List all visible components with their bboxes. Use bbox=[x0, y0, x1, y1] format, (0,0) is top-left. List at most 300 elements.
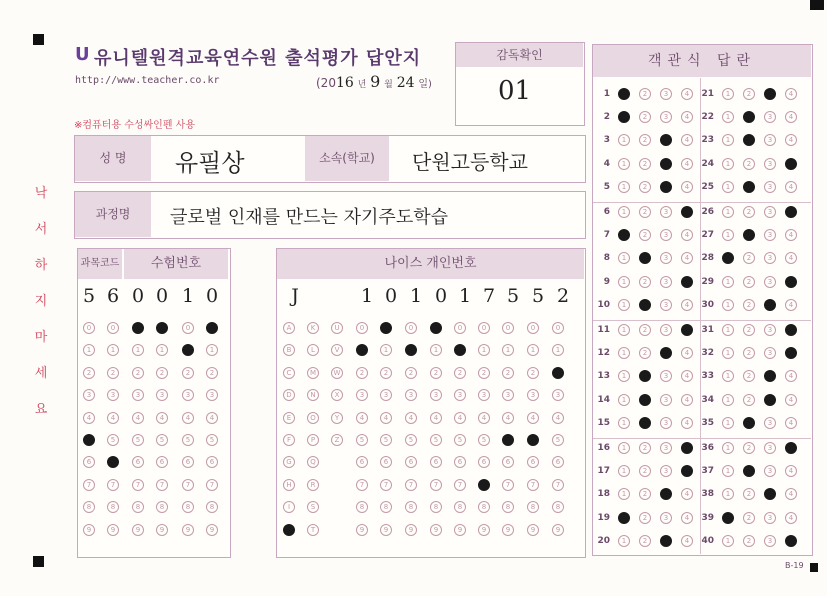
answer-bubble[interactable]: 2 bbox=[743, 394, 755, 406]
neis-digit-bubble[interactable]: 3 bbox=[552, 389, 564, 401]
exam-bubble[interactable]: 6 bbox=[156, 456, 168, 468]
answer-bubble[interactable]: 3 bbox=[660, 324, 672, 336]
answer-bubble[interactable]: 4 bbox=[681, 417, 693, 429]
answer-bubble[interactable]: 1 bbox=[722, 229, 734, 241]
neis-digit-bubble[interactable]: 9 bbox=[430, 524, 442, 536]
answer-bubble[interactable]: 1 bbox=[722, 370, 734, 382]
neis-digit-bubble[interactable]: 1 bbox=[430, 344, 442, 356]
exam-bubble[interactable]: 3 bbox=[83, 389, 95, 401]
neis-digit-bubble[interactable]: 3 bbox=[430, 389, 442, 401]
neis-digit-bubble[interactable] bbox=[552, 367, 564, 379]
answer-bubble[interactable] bbox=[785, 158, 797, 170]
neis-digit-bubble[interactable]: 1 bbox=[478, 344, 490, 356]
neis-digit-bubble[interactable]: 8 bbox=[552, 501, 564, 513]
neis-letter-bubble[interactable]: R bbox=[307, 479, 319, 491]
neis-digit-bubble[interactable]: 2 bbox=[527, 367, 539, 379]
exam-bubble[interactable]: 6 bbox=[182, 456, 194, 468]
neis-digit-bubble[interactable]: 0 bbox=[405, 322, 417, 334]
answer-bubble[interactable]: 3 bbox=[660, 88, 672, 100]
answer-bubble[interactable]: 3 bbox=[764, 276, 776, 288]
exam-bubble[interactable]: 4 bbox=[132, 412, 144, 424]
answer-bubble[interactable]: 4 bbox=[785, 370, 797, 382]
exam-bubble[interactable]: 7 bbox=[206, 479, 218, 491]
neis-digit-bubble[interactable] bbox=[380, 322, 392, 334]
answer-bubble[interactable]: 2 bbox=[743, 442, 755, 454]
answer-bubble[interactable] bbox=[618, 88, 630, 100]
exam-bubble[interactable]: 9 bbox=[156, 524, 168, 536]
answer-bubble[interactable]: 4 bbox=[785, 229, 797, 241]
neis-digit-bubble[interactable]: 4 bbox=[430, 412, 442, 424]
answer-bubble[interactable]: 2 bbox=[639, 206, 651, 218]
answer-bubble[interactable] bbox=[785, 535, 797, 547]
answer-bubble[interactable]: 4 bbox=[681, 88, 693, 100]
neis-digit-bubble[interactable]: 8 bbox=[380, 501, 392, 513]
neis-digit-bubble[interactable]: 7 bbox=[502, 479, 514, 491]
neis-digit-bubble[interactable]: 6 bbox=[478, 456, 490, 468]
answer-bubble[interactable]: 3 bbox=[764, 347, 776, 359]
exam-bubble[interactable]: 7 bbox=[83, 479, 95, 491]
answer-bubble[interactable]: 2 bbox=[639, 158, 651, 170]
answer-bubble[interactable]: 3 bbox=[660, 276, 672, 288]
exam-bubble[interactable]: 3 bbox=[132, 389, 144, 401]
answer-bubble[interactable]: 2 bbox=[743, 299, 755, 311]
neis-digit-bubble[interactable]: 1 bbox=[527, 344, 539, 356]
exam-bubble[interactable]: 2 bbox=[206, 367, 218, 379]
neis-digit-bubble[interactable] bbox=[478, 479, 490, 491]
answer-bubble[interactable]: 3 bbox=[764, 206, 776, 218]
answer-bubble[interactable]: 3 bbox=[764, 324, 776, 336]
neis-digit-bubble[interactable]: 6 bbox=[552, 456, 564, 468]
answer-bubble[interactable]: 3 bbox=[660, 252, 672, 264]
answer-bubble[interactable]: 1 bbox=[722, 134, 734, 146]
neis-letter-bubble[interactable]: V bbox=[331, 344, 343, 356]
neis-digit-bubble[interactable]: 8 bbox=[454, 501, 466, 513]
neis-digit-bubble[interactable]: 2 bbox=[356, 367, 368, 379]
course-field[interactable]: 글로벌 인재를 만드는 자기주도학습 bbox=[170, 207, 448, 228]
exam-bubble[interactable]: 7 bbox=[156, 479, 168, 491]
neis-digit-bubble[interactable]: 2 bbox=[430, 367, 442, 379]
neis-digit-bubble[interactable] bbox=[430, 322, 442, 334]
neis-digit-bubble[interactable]: 4 bbox=[552, 412, 564, 424]
exam-bubble[interactable]: 7 bbox=[182, 479, 194, 491]
neis-letter-bubble[interactable]: G bbox=[283, 456, 295, 468]
answer-bubble[interactable]: 4 bbox=[681, 394, 693, 406]
neis-letter-bubble[interactable]: O bbox=[307, 412, 319, 424]
answer-bubble[interactable]: 1 bbox=[722, 111, 734, 123]
answer-bubble[interactable]: 2 bbox=[639, 488, 651, 500]
exam-bubble[interactable]: 6 bbox=[206, 456, 218, 468]
exam-bubble[interactable]: 3 bbox=[206, 389, 218, 401]
neis-digit-bubble[interactable]: 3 bbox=[405, 389, 417, 401]
answer-bubble[interactable]: 4 bbox=[681, 299, 693, 311]
neis-digit-bubble[interactable]: 3 bbox=[502, 389, 514, 401]
answer-bubble[interactable] bbox=[660, 181, 672, 193]
exam-bubble[interactable]: 2 bbox=[107, 367, 119, 379]
answer-bubble[interactable] bbox=[785, 206, 797, 218]
neis-digit-bubble[interactable]: 8 bbox=[405, 501, 417, 513]
neis-letter-bubble[interactable]: Z bbox=[331, 434, 343, 446]
answer-bubble[interactable]: 1 bbox=[722, 488, 734, 500]
answer-bubble[interactable]: 3 bbox=[660, 229, 672, 241]
neis-digit-bubble[interactable]: 5 bbox=[356, 434, 368, 446]
answer-bubble[interactable]: 1 bbox=[618, 417, 630, 429]
neis-digit-bubble[interactable]: 1 bbox=[552, 344, 564, 356]
answer-bubble[interactable] bbox=[681, 442, 693, 454]
answer-bubble[interactable]: 1 bbox=[722, 417, 734, 429]
exam-bubble[interactable]: 5 bbox=[107, 434, 119, 446]
answer-bubble[interactable]: 3 bbox=[660, 512, 672, 524]
exam-bubble[interactable]: 4 bbox=[107, 412, 119, 424]
answer-bubble[interactable]: 3 bbox=[764, 229, 776, 241]
exam-bubble[interactable]: 9 bbox=[83, 524, 95, 536]
answer-bubble[interactable]: 1 bbox=[722, 324, 734, 336]
answer-bubble[interactable] bbox=[764, 88, 776, 100]
exam-bubble[interactable]: 7 bbox=[107, 479, 119, 491]
neis-digit-bubble[interactable]: 1 bbox=[502, 344, 514, 356]
neis-digit-bubble[interactable]: 8 bbox=[478, 501, 490, 513]
answer-bubble[interactable]: 1 bbox=[618, 394, 630, 406]
exam-bubble[interactable]: 2 bbox=[182, 367, 194, 379]
neis-digit-bubble[interactable]: 8 bbox=[527, 501, 539, 513]
answer-bubble[interactable]: 3 bbox=[764, 535, 776, 547]
neis-digit-bubble[interactable]: 2 bbox=[454, 367, 466, 379]
neis-digit-bubble[interactable]: 9 bbox=[527, 524, 539, 536]
answer-bubble[interactable]: 2 bbox=[743, 370, 755, 382]
answer-bubble[interactable]: 1 bbox=[618, 347, 630, 359]
name-field[interactable]: 유필상 bbox=[175, 149, 245, 177]
neis-digit-bubble[interactable]: 6 bbox=[454, 456, 466, 468]
answer-bubble[interactable]: 4 bbox=[681, 370, 693, 382]
exam-bubble[interactable]: 5 bbox=[182, 434, 194, 446]
answer-bubble[interactable]: 4 bbox=[681, 134, 693, 146]
answer-bubble[interactable]: 2 bbox=[743, 488, 755, 500]
exam-bubble[interactable]: 9 bbox=[132, 524, 144, 536]
answer-bubble[interactable]: 2 bbox=[743, 324, 755, 336]
neis-digit-bubble[interactable]: 9 bbox=[356, 524, 368, 536]
answer-bubble[interactable]: 2 bbox=[639, 276, 651, 288]
answer-bubble[interactable]: 4 bbox=[681, 488, 693, 500]
answer-bubble[interactable]: 2 bbox=[639, 512, 651, 524]
neis-digit-bubble[interactable]: 5 bbox=[454, 434, 466, 446]
neis-letter-bubble[interactable]: Q bbox=[307, 456, 319, 468]
answer-bubble[interactable]: 4 bbox=[785, 111, 797, 123]
answer-bubble[interactable]: 1 bbox=[722, 158, 734, 170]
answer-bubble[interactable]: 3 bbox=[660, 111, 672, 123]
neis-digit-bubble[interactable]: 6 bbox=[430, 456, 442, 468]
exam-bubble[interactable]: 1 bbox=[206, 344, 218, 356]
answer-bubble[interactable] bbox=[681, 324, 693, 336]
exam-bubble[interactable]: 5 bbox=[206, 434, 218, 446]
answer-bubble[interactable]: 4 bbox=[681, 347, 693, 359]
neis-digit-bubble[interactable]: 7 bbox=[380, 479, 392, 491]
neis-digit-bubble[interactable]: 0 bbox=[527, 322, 539, 334]
exam-bubble[interactable]: 9 bbox=[206, 524, 218, 536]
neis-letter-bubble[interactable]: X bbox=[331, 389, 343, 401]
exam-bubble[interactable] bbox=[206, 322, 218, 334]
answer-bubble[interactable]: 2 bbox=[639, 88, 651, 100]
exam-bubble[interactable]: 4 bbox=[182, 412, 194, 424]
answer-bubble[interactable]: 1 bbox=[618, 324, 630, 336]
answer-bubble[interactable]: 3 bbox=[764, 181, 776, 193]
exam-bubble[interactable]: 8 bbox=[206, 501, 218, 513]
answer-bubble[interactable]: 1 bbox=[722, 88, 734, 100]
answer-bubble[interactable] bbox=[764, 299, 776, 311]
answer-bubble[interactable]: 1 bbox=[722, 276, 734, 288]
answer-bubble[interactable]: 1 bbox=[722, 299, 734, 311]
neis-digit-bubble[interactable]: 2 bbox=[380, 367, 392, 379]
answer-bubble[interactable]: 4 bbox=[681, 181, 693, 193]
neis-digit-bubble[interactable]: 8 bbox=[356, 501, 368, 513]
exam-bubble[interactable] bbox=[132, 322, 144, 334]
neis-letter-bubble[interactable]: N bbox=[307, 389, 319, 401]
answer-bubble[interactable]: 3 bbox=[660, 206, 672, 218]
neis-letter-bubble[interactable]: I bbox=[283, 501, 295, 513]
answer-bubble[interactable]: 4 bbox=[785, 181, 797, 193]
exam-bubble[interactable]: 0 bbox=[182, 322, 194, 334]
exam-bubble[interactable]: 4 bbox=[206, 412, 218, 424]
exam-bubble[interactable]: 2 bbox=[156, 367, 168, 379]
answer-bubble[interactable]: 2 bbox=[743, 347, 755, 359]
answer-bubble[interactable]: 1 bbox=[722, 206, 734, 218]
affiliation-field[interactable]: 단원고등학교 bbox=[412, 150, 528, 174]
neis-digit-bubble[interactable]: 4 bbox=[356, 412, 368, 424]
answer-bubble[interactable] bbox=[743, 417, 755, 429]
neis-digit-bubble[interactable]: 4 bbox=[380, 412, 392, 424]
answer-bubble[interactable]: 3 bbox=[660, 370, 672, 382]
answer-bubble[interactable]: 2 bbox=[639, 229, 651, 241]
neis-digit-bubble[interactable]: 9 bbox=[405, 524, 417, 536]
answer-bubble[interactable]: 1 bbox=[722, 465, 734, 477]
neis-digit-bubble[interactable]: 3 bbox=[527, 389, 539, 401]
answer-bubble[interactable]: 1 bbox=[618, 488, 630, 500]
exam-bubble[interactable]: 0 bbox=[83, 322, 95, 334]
neis-digit-bubble[interactable]: 5 bbox=[478, 434, 490, 446]
exam-bubble[interactable]: 3 bbox=[156, 389, 168, 401]
exam-bubble[interactable]: 6 bbox=[132, 456, 144, 468]
answer-bubble[interactable] bbox=[743, 181, 755, 193]
answer-bubble[interactable]: 2 bbox=[743, 252, 755, 264]
neis-digit-bubble[interactable]: 3 bbox=[478, 389, 490, 401]
answer-bubble[interactable]: 3 bbox=[660, 394, 672, 406]
answer-bubble[interactable]: 2 bbox=[639, 347, 651, 359]
neis-letter-bubble[interactable]: P bbox=[307, 434, 319, 446]
answer-bubble[interactable]: 4 bbox=[785, 512, 797, 524]
neis-digit-bubble[interactable]: 4 bbox=[454, 412, 466, 424]
neis-digit-bubble[interactable]: 5 bbox=[405, 434, 417, 446]
answer-bubble[interactable]: 4 bbox=[681, 512, 693, 524]
proctor-value[interactable]: 01 bbox=[498, 76, 532, 106]
neis-digit-bubble[interactable]: 0 bbox=[454, 322, 466, 334]
neis-digit-bubble[interactable]: 3 bbox=[380, 389, 392, 401]
neis-digit-bubble[interactable]: 5 bbox=[380, 434, 392, 446]
exam-bubble[interactable]: 3 bbox=[107, 389, 119, 401]
answer-bubble[interactable]: 1 bbox=[618, 134, 630, 146]
neis-letter-bubble[interactable]: W bbox=[331, 367, 343, 379]
neis-digit-bubble[interactable]: 5 bbox=[430, 434, 442, 446]
neis-digit-bubble[interactable]: 9 bbox=[380, 524, 392, 536]
answer-bubble[interactable] bbox=[660, 158, 672, 170]
exam-bubble[interactable]: 8 bbox=[107, 501, 119, 513]
site-url[interactable]: http://www.teacher.co.kr bbox=[75, 75, 220, 86]
neis-digit-bubble[interactable]: 4 bbox=[405, 412, 417, 424]
answer-bubble[interactable]: 3 bbox=[764, 252, 776, 264]
exam-bubble[interactable]: 3 bbox=[182, 389, 194, 401]
answer-bubble[interactable]: 1 bbox=[618, 252, 630, 264]
neis-digit-bubble[interactable]: 6 bbox=[356, 456, 368, 468]
neis-letter-bubble[interactable]: E bbox=[283, 412, 295, 424]
neis-digit-bubble[interactable]: 3 bbox=[356, 389, 368, 401]
neis-letter-bubble[interactable]: H bbox=[283, 479, 295, 491]
neis-letter-bubble[interactable]: F bbox=[283, 434, 295, 446]
answer-bubble[interactable]: 2 bbox=[639, 442, 651, 454]
neis-digit-bubble[interactable]: 0 bbox=[502, 322, 514, 334]
neis-letter-bubble[interactable]: C bbox=[283, 367, 295, 379]
neis-digit-bubble[interactable]: 9 bbox=[478, 524, 490, 536]
neis-digit-bubble[interactable]: 5 bbox=[552, 434, 564, 446]
answer-bubble[interactable] bbox=[681, 276, 693, 288]
answer-bubble[interactable]: 2 bbox=[743, 88, 755, 100]
answer-bubble[interactable]: 3 bbox=[764, 465, 776, 477]
neis-digit-bubble[interactable]: 4 bbox=[502, 412, 514, 424]
exam-bubble[interactable] bbox=[156, 322, 168, 334]
answer-bubble[interactable] bbox=[639, 417, 651, 429]
answer-bubble[interactable]: 4 bbox=[681, 111, 693, 123]
exam-bubble[interactable]: 0 bbox=[107, 322, 119, 334]
answer-bubble[interactable] bbox=[785, 324, 797, 336]
answer-bubble[interactable]: 1 bbox=[722, 394, 734, 406]
exam-bubble[interactable]: 8 bbox=[83, 501, 95, 513]
exam-bubble[interactable]: 9 bbox=[182, 524, 194, 536]
answer-bubble[interactable]: 1 bbox=[722, 535, 734, 547]
neis-digit-bubble[interactable]: 2 bbox=[478, 367, 490, 379]
answer-bubble[interactable]: 4 bbox=[785, 134, 797, 146]
answer-bubble[interactable]: 3 bbox=[660, 442, 672, 454]
neis-digit-bubble[interactable]: 0 bbox=[552, 322, 564, 334]
neis-letter-bubble[interactable]: M bbox=[307, 367, 319, 379]
answer-bubble[interactable]: 4 bbox=[785, 488, 797, 500]
answer-bubble[interactable]: 4 bbox=[785, 252, 797, 264]
answer-bubble[interactable]: 2 bbox=[743, 535, 755, 547]
answer-bubble[interactable]: 3 bbox=[660, 299, 672, 311]
exam-bubble[interactable]: 1 bbox=[132, 344, 144, 356]
neis-letter-bubble[interactable]: D bbox=[283, 389, 295, 401]
exam-bubble[interactable]: 8 bbox=[132, 501, 144, 513]
answer-bubble[interactable]: 1 bbox=[618, 276, 630, 288]
neis-digit-bubble[interactable]: 9 bbox=[454, 524, 466, 536]
neis-digit-bubble[interactable]: 1 bbox=[380, 344, 392, 356]
exam-bubble[interactable]: 2 bbox=[132, 367, 144, 379]
answer-bubble[interactable]: 2 bbox=[743, 512, 755, 524]
answer-bubble[interactable]: 3 bbox=[764, 111, 776, 123]
answer-bubble[interactable]: 1 bbox=[722, 181, 734, 193]
answer-bubble[interactable] bbox=[764, 394, 776, 406]
neis-letter-bubble[interactable]: A bbox=[283, 322, 295, 334]
neis-digit-bubble[interactable]: 4 bbox=[527, 412, 539, 424]
answer-bubble[interactable] bbox=[639, 394, 651, 406]
answer-bubble[interactable]: 1 bbox=[722, 347, 734, 359]
neis-digit-bubble[interactable] bbox=[502, 434, 514, 446]
exam-bubble[interactable]: 1 bbox=[83, 344, 95, 356]
neis-digit-bubble[interactable]: 2 bbox=[405, 367, 417, 379]
answer-bubble[interactable]: 1 bbox=[618, 158, 630, 170]
neis-letter-bubble[interactable]: B bbox=[283, 344, 295, 356]
answer-bubble[interactable]: 1 bbox=[618, 535, 630, 547]
exam-bubble[interactable] bbox=[83, 434, 95, 446]
answer-bubble[interactable]: 4 bbox=[785, 88, 797, 100]
neis-digit-bubble[interactable]: 8 bbox=[502, 501, 514, 513]
neis-digit-bubble[interactable]: 7 bbox=[552, 479, 564, 491]
answer-bubble[interactable]: 4 bbox=[681, 535, 693, 547]
answer-bubble[interactable]: 4 bbox=[785, 417, 797, 429]
answer-bubble[interactable]: 4 bbox=[681, 229, 693, 241]
answer-bubble[interactable]: 3 bbox=[764, 417, 776, 429]
neis-digit-bubble[interactable]: 7 bbox=[405, 479, 417, 491]
answer-bubble[interactable]: 1 bbox=[618, 442, 630, 454]
answer-bubble[interactable]: 4 bbox=[785, 465, 797, 477]
answer-bubble[interactable]: 2 bbox=[743, 276, 755, 288]
neis-digit-bubble[interactable]: 4 bbox=[478, 412, 490, 424]
neis-digit-bubble[interactable]: 7 bbox=[356, 479, 368, 491]
exam-bubble[interactable]: 4 bbox=[83, 412, 95, 424]
answer-bubble[interactable]: 1 bbox=[618, 370, 630, 382]
answer-bubble[interactable]: 3 bbox=[660, 417, 672, 429]
answer-bubble[interactable]: 2 bbox=[639, 465, 651, 477]
answer-bubble[interactable] bbox=[618, 512, 630, 524]
answer-bubble[interactable]: 1 bbox=[618, 299, 630, 311]
neis-digit-bubble[interactable]: 6 bbox=[405, 456, 417, 468]
answer-bubble[interactable]: 1 bbox=[618, 181, 630, 193]
answer-bubble[interactable]: 4 bbox=[785, 394, 797, 406]
answer-bubble[interactable]: 1 bbox=[618, 465, 630, 477]
neis-digit-bubble[interactable] bbox=[527, 434, 539, 446]
neis-digit-bubble[interactable]: 7 bbox=[430, 479, 442, 491]
neis-letter-bubble[interactable]: L bbox=[307, 344, 319, 356]
answer-bubble[interactable]: 1 bbox=[618, 206, 630, 218]
exam-bubble[interactable]: 2 bbox=[83, 367, 95, 379]
answer-bubble[interactable]: 2 bbox=[639, 324, 651, 336]
answer-bubble[interactable]: 2 bbox=[639, 134, 651, 146]
neis-letter-bubble[interactable]: S bbox=[307, 501, 319, 513]
answer-bubble[interactable] bbox=[681, 206, 693, 218]
answer-bubble[interactable]: 2 bbox=[743, 158, 755, 170]
answer-bubble[interactable]: 3 bbox=[764, 134, 776, 146]
neis-letter-bubble[interactable]: Y bbox=[331, 412, 343, 424]
exam-bubble[interactable]: 5 bbox=[132, 434, 144, 446]
answer-bubble[interactable]: 2 bbox=[639, 535, 651, 547]
exam-bubble[interactable]: 5 bbox=[156, 434, 168, 446]
neis-digit-bubble[interactable]: 0 bbox=[478, 322, 490, 334]
exam-bubble[interactable]: 9 bbox=[107, 524, 119, 536]
neis-letter-bubble[interactable]: T bbox=[307, 524, 319, 536]
answer-bubble[interactable] bbox=[722, 512, 734, 524]
neis-digit-bubble[interactable]: 7 bbox=[454, 479, 466, 491]
exam-bubble[interactable]: 6 bbox=[83, 456, 95, 468]
exam-bubble[interactable]: 8 bbox=[182, 501, 194, 513]
exam-bubble[interactable]: 1 bbox=[156, 344, 168, 356]
answer-bubble[interactable]: 3 bbox=[660, 465, 672, 477]
answer-bubble[interactable] bbox=[639, 299, 651, 311]
exam-bubble[interactable]: 4 bbox=[156, 412, 168, 424]
answer-bubble[interactable]: 2 bbox=[639, 111, 651, 123]
answer-bubble[interactable]: 3 bbox=[764, 158, 776, 170]
neis-digit-bubble[interactable]: 0 bbox=[356, 322, 368, 334]
answer-bubble[interactable]: 4 bbox=[681, 252, 693, 264]
neis-letter-bubble[interactable]: U bbox=[331, 322, 343, 334]
neis-digit-bubble[interactable]: 3 bbox=[454, 389, 466, 401]
answer-bubble[interactable]: 4 bbox=[681, 158, 693, 170]
neis-digit-bubble[interactable]: 6 bbox=[527, 456, 539, 468]
neis-letter-bubble[interactable] bbox=[283, 524, 295, 536]
